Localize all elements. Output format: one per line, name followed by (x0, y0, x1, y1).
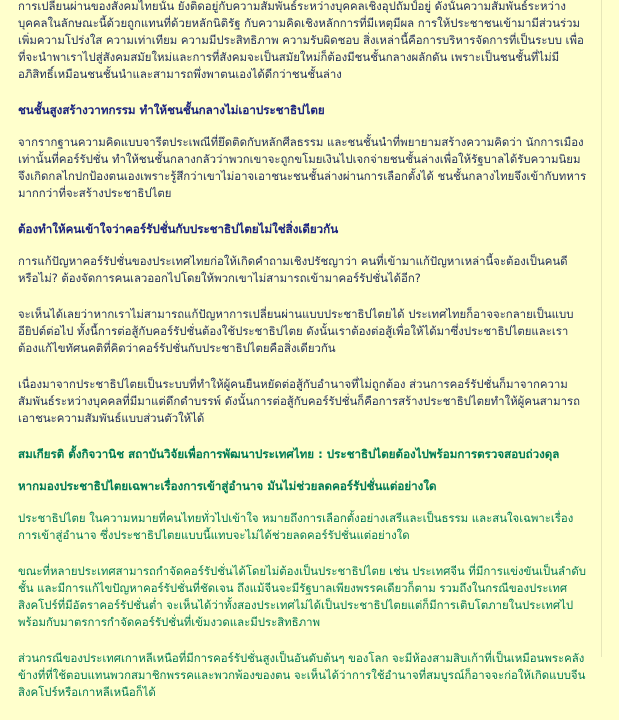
margin-divider (601, 0, 602, 657)
paragraph-china-singapore: ขณะที่หลายประเทศสามารถกำจัดคอร์รัปชั่นได้โดยไม่ต้องเป็นประชาธิปไตย เช่น ประเทศจีน ที่มีการแข่งขันเป็นลำดับชั้น และมีการแก้ไขปัญหาคอร์รัปชั่นที่ชัดเจน ถึงแม้จีนจะมีรัฐบาลเพียงพรรคเดียวก็ตาม รวมถึงในกรณีของประเทศสิงคโปร์ที่มีอัตราคอร์รัปชั่นต่ำ จะเห็นได้ว่าทั้งสองประเทศไม่ได้เป็นประชาธิปไตยแต่ก็มีการเติบโตภายในประเทศไปพร้อมกับมาตรการกำจัดคอร์รัปชั่นที่เข้มงวดและมีประสิทธิภาพ (18, 564, 586, 629)
heading-access-to-power: หากมองประชาธิปไตยเฉพาะเรื่องการเข้าสู่อำนาจ มันไม่ช่วยลดคอร์รัปชั่นแต่อย่างใด (18, 479, 437, 493)
paragraph-traditional-thinking: จากรากฐานความคิดแบบจารีตประเพณีที่ยึดติดกับหลักศีลธรรม และชนชั้นนำที่พยายามสร้างความคิดว่า นักการเมืองเท่านั้นที่คอร์รัปชั่น ทำให้ชนชั้นกลางกลัวว่าพวกเขาจะถูกขโมยเงินไปเจกจ่ายชนชั้นล่างเพื่อให้รัฐบาลได้รับความนิยม จึงเกิดกลไกปกป้องตนเองเพราะรู้สึกว่าเขาไม่อาจเอาชนะชนชั้นล่างผ่านการเลือกตั้งได้ ชนชั้นกลางไทยจึงเข้ากับทหารมากกว่าที่จะสร้างประชาธิปไตย (18, 135, 587, 200)
paragraph-north-korea: ส่วนกรณีของประเทศเกาหลีเหนือที่มีการคอร์รัปชั่นสูงเป็นอันดับต้นๆ ของโลก จะมีห้องสามสิบเก้าที่เป็นเหมือนพระคลังข้างที่ที่ใช้ตอบแทนพวกสมาชิกพรรคและพวกพ้องของตน จะเห็นได้ว่าการใช้อำนาจที่สมบูรณ์ก็อาจจะก่อให้เกิดแบบจีน สิงคโปร์หรือเกาหลีเหนือก็ได้ (18, 651, 586, 699)
heading-somkiat-tdri: สมเกียรติ ตั้งกิจวานิช สถาบันวิจัยเพื่อการพัฒนาประเทศไทย : ประชาธิปไตยต้องไปพร้อมการตรวจสอบถ่วงดุล (18, 447, 560, 461)
heading-elite-discourse: ชนชั้นสูงสร้างวาทกรรม ทำให้ชนชั้นกลางไม่เอาประชาธิปไตย (18, 103, 325, 117)
paragraph-philosophical-question: การแก้ปัญหาคอร์รัปชั่นของประเทศไทยก่อให้เกิดคำถามเชิงปรัชญาว่า คนที่เข้ามาแก้ปัญหาเหล่านี้จะต้องเป็นคนดีหรือไม่? ต้องจัดการคนเลวออกไปโดยให้พวกเขาไม่สามารถเข้ามาคอร์รัปชั่นได้อีก? (18, 254, 568, 285)
heading-corruption-vs-democracy: ต้องทำให้คนเข้าใจว่าคอร์รัปชั่นกับประชาธิปไตยไม่ใช่สิ่งเดียวกัน (18, 222, 339, 236)
paragraph-thai-democracy-meaning: ประชาธิปไตย ในความหมายที่คนไทยทั่วไปเข้าใจ หมายถึงการเลือกตั้งอย่างเสรีและเป็นธรรม และสนใจเฉพาะเรื่องการเข้าสู่อำนาจ ซึ่งประชาธิปไตยแบบนี้แทบจะไม่ได้ช่วยลดคอร์รัปชั่นแต่อย่างใด (18, 511, 574, 542)
paragraph-social-transition: การเปลี่ยนผ่านของสังคมไทยนั้น ยังติดอยู่กับความสัมพันธ์ระหว่างบุคคลเชิงอุปถัมป์อยู่ ดังนั้นความสัมพันธ์ระหว่างบุคคลในลักษณะนี้ด้วยถูกแทนที่ด้วยหลักนิติรัฐ กับความคิดเชิงหลักการที่มีเหตุมีผล การให้ประชาชนเข้ามามีส่วนร่วม เพิ่มความโปร่งใส ความเท่าเทียม ความมีประสิทธิภาพ ความรับผิดชอบ สิ่งเหล่านี้คือการบริหารจัดการที่เป็นระบบ เพื่อที่จะนำพาเราไปสู่สังคมสมัยใหม่และการที่สังคมจะเป็นสมัยใหม่ก็ต้องมีชนชั้นกลางผลักดัน เพราะเป็นชนชั้นที่ไม่มีอภิสิทธิ์เหมือนชนชั้นนำและสามารถพึ่งพาตนเองได้ดีกว่าชนชั้นล่าง (18, 0, 584, 81)
article-body (18, 0, 588, 720)
paragraph-egypt-comparison: จะเห็นได้เลยว่าหากเราไม่สามารถแก้ปัญหาการเปลี่ยนผ่านแบบประชาธิปไตยได้ ประเทศไทยก็อาจจะกลายเป็นแบบอียิปต์ต่อไป ทั้งนี้การต่อสู้กับคอร์รัปชั่นต้องใช้ประชาธิปไตย ดังนั้นเราต้องต่อสู้เพื่อให้ได้มาซึ่งประชาธิปไตยและเราต้องแก้ไขทัศนคติที่คิดว่าคอร์รัปชั่นกับประชาธิปไตยคือสิ่งเดียวกัน (18, 307, 574, 355)
paragraph-democracy-system: เนื่องมาจากประชาธิปไตยเป็นระบบที่ทำให้ผู้คนยืนหยัดต่อสู้กับอำนาจที่ไม่ถูกต้อง ส่วนการคอร์รัปชั่นก็มาจากความสัมพันธ์ระหว่างบุคคลที่มีมาแต่ดึกดำบรรพ์ ดังนั้นการต่อสู้กับคอร์รัปชั่นก็คือการสร้างประชาธิปไตยทำให้ผู้คนสามารถเอาชนะความสัมพันธ์แบบส่วนตัวให้ได้ (18, 377, 581, 425)
right-margin (590, 0, 619, 657)
